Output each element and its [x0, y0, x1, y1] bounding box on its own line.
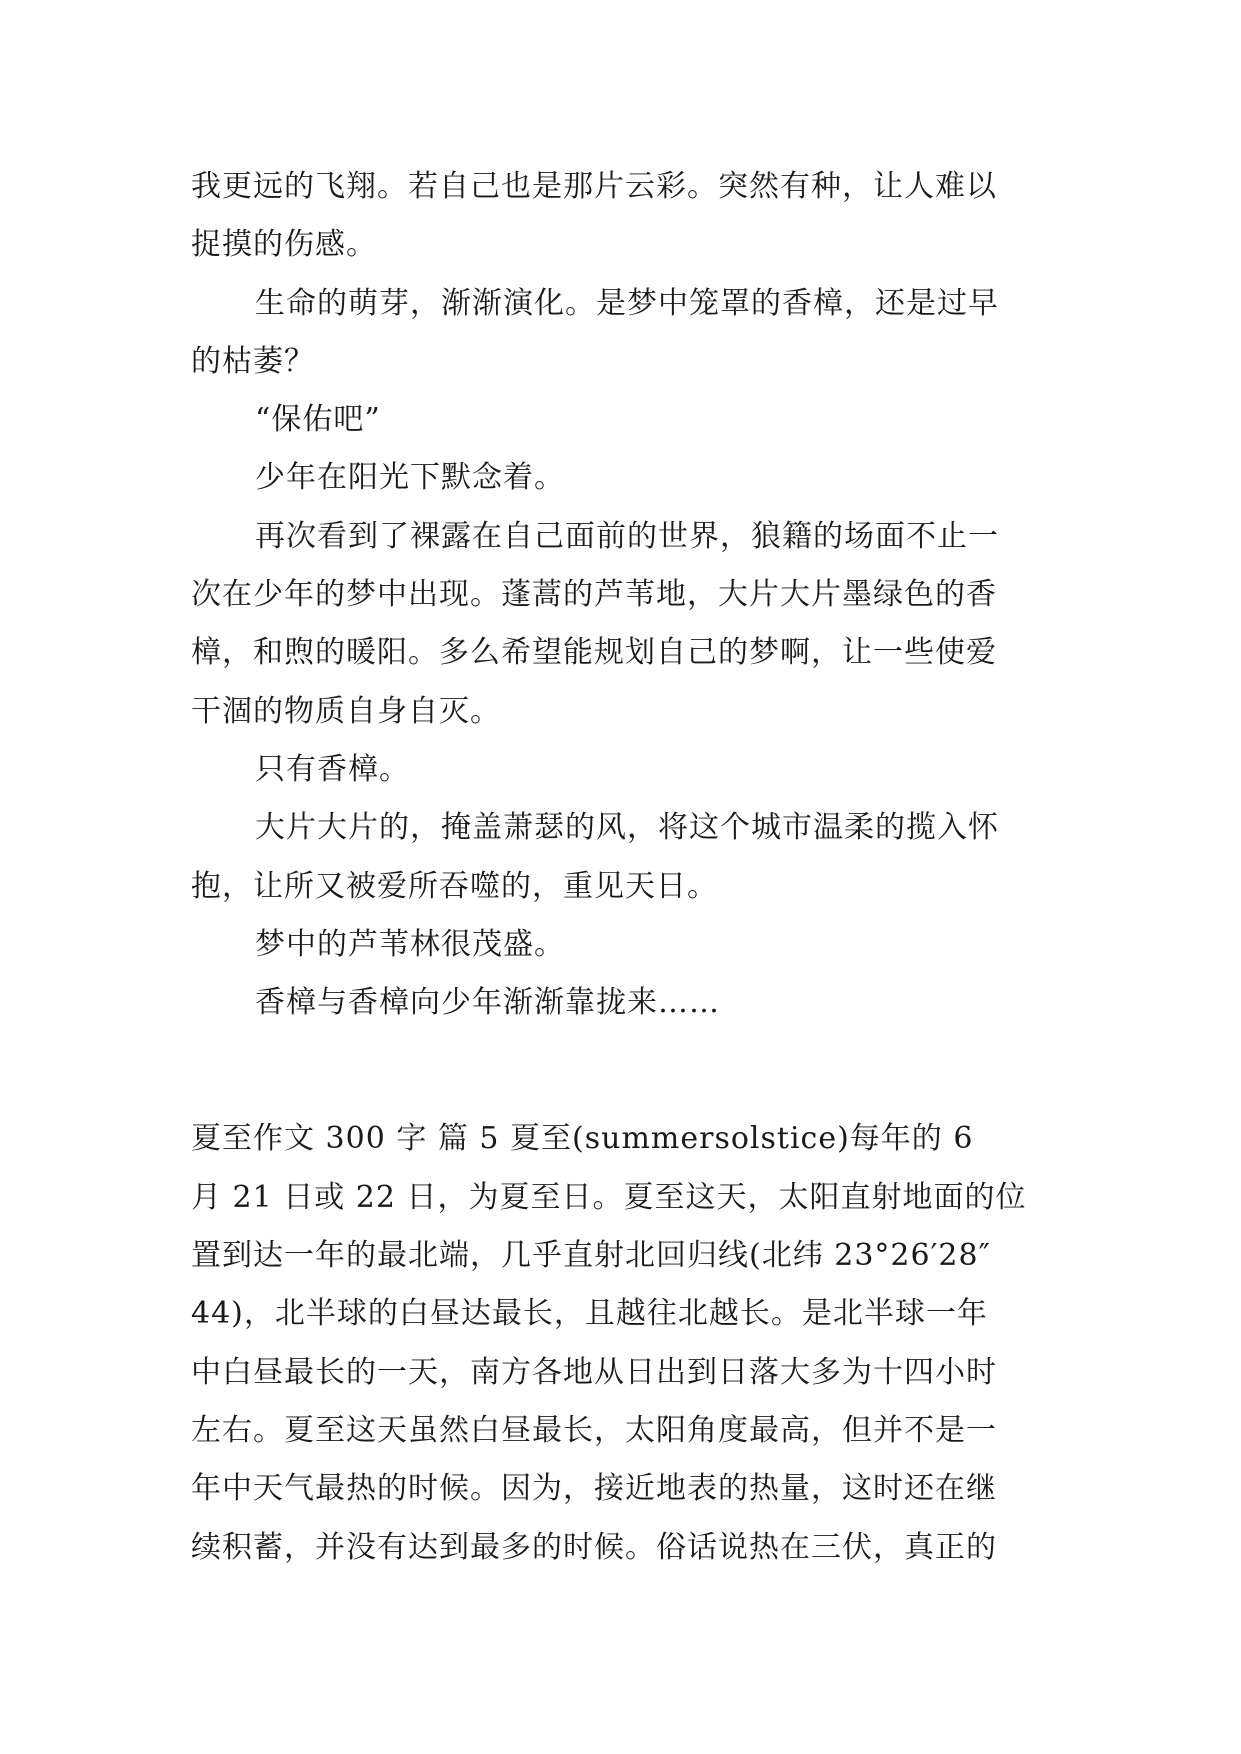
text-line: 香樟与香樟向少年渐渐靠拢来…… — [255, 985, 720, 1021]
text-line: 月 21 日或 22 日，为夏至日。夏至这天，太阳直射地面的位 — [191, 1179, 1027, 1215]
text-line: 只有香樟。 — [255, 751, 410, 787]
text-line: 中白昼最长的一天，南方各地从日出到日落大多为十四小时 — [191, 1354, 997, 1390]
text-line: 我更远的飞翔。若自己也是那片云彩。突然有种，让人难以 — [191, 169, 997, 204]
text-line: 大片大片的，掩盖萧瑟的风，将这个城市温柔的揽入怀 — [255, 810, 999, 846]
text-line: 少年在阳光下默念着。 — [255, 460, 565, 496]
text-line: 夏至作文 300 字 篇 5 夏至(summersolstice)每年的 6 — [191, 1121, 974, 1157]
section-gap — [191, 1032, 1071, 1110]
text-line: 干涸的物质自身自灭。 — [191, 693, 501, 729]
text-line: 樟，和煦的暖阳。多么希望能规划自己的梦啊，让一些使爱 — [191, 635, 997, 671]
text-line: 年中天气最热的时候。因为，接近地表的热量，这时还在继 — [191, 1471, 997, 1507]
text-line: 梦中的芦苇林很茂盛。 — [255, 926, 565, 962]
text-line: 的枯萎？ — [191, 343, 315, 379]
text-line: 44)，北半球的白昼达最长，且越往北越长。是北半球一年 — [191, 1296, 988, 1332]
text-line: 抱，让所又被爱所吞噬的，重见天日。 — [191, 868, 718, 904]
text-line: 捉摸的伤感。 — [191, 227, 377, 263]
text-line: 左右。夏至这天虽然白昼最长，太阳角度最高，但并不是一 — [191, 1412, 997, 1448]
text-line: 生命的萌芽，渐渐演化。是梦中笼罩的香樟，还是过早 — [255, 285, 999, 321]
text-line: “保佑吧” — [255, 402, 381, 438]
text-line: 次在少年的梦中出现。蓬蒿的芦苇地，大片大片墨绿色的香 — [191, 577, 997, 613]
text-line: 续积蓄，并没有达到最多的时候。俗话说热在三伏，真正的 — [191, 1529, 997, 1565]
text-line: 置到达一年的最北端，几乎直射北回归线(北纬 23°26′28″ — [191, 1238, 991, 1274]
text-line: 再次看到了裸露在自己面前的世界，狼籍的场面不止一 — [255, 518, 999, 554]
document-page — [191, 158, 1071, 1577]
